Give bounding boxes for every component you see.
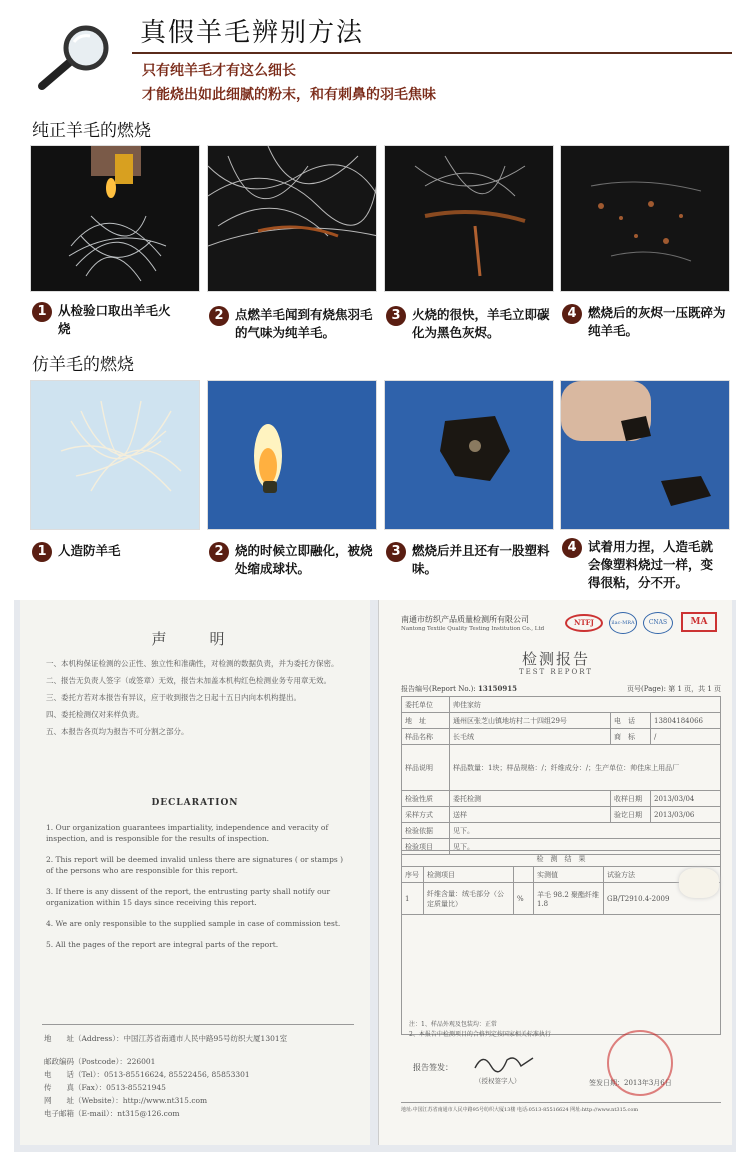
certification-logos [565, 612, 725, 636]
contact-row [44, 1068, 364, 1081]
column-header: 试验方法 [604, 867, 721, 883]
pure-photo-1 [30, 145, 200, 292]
field-value: 长毛绒 [450, 729, 611, 745]
field-value: 见下。 [450, 839, 721, 855]
table-cell: 羊毛 98.2 聚酯纤维 1.8 [534, 883, 604, 915]
declaration-item: 1. Our organization guarantees impartiality, independence and veracity of inspection, and is responsible for the results of inspection. [46, 823, 329, 843]
field-value: 2013/03/06 [651, 807, 721, 823]
contact-label: 地 址（Address）： [44, 1034, 124, 1043]
step-number-badge: 3 [386, 542, 406, 562]
field-label: 检验依据 [402, 823, 450, 839]
report-notes [409, 1020, 719, 1040]
table-row [402, 883, 721, 915]
report-number [401, 684, 517, 694]
fake-photo-4 [560, 380, 730, 530]
statement-item: 四、委托检测仅对来样负责。 [46, 710, 144, 719]
pure-photo-2 [207, 145, 377, 292]
header [0, 0, 750, 110]
statement-item: 五、本报告各页均为报告不可分割之部分。 [46, 727, 189, 736]
table-row [402, 745, 721, 791]
subtitle-2: 才能烧出如此细腻的粉末，和有刺鼻的羽毛焦味 [142, 87, 436, 103]
contact-block [44, 1032, 364, 1120]
step-number-badge: 1 [32, 542, 52, 562]
statement-page [20, 600, 370, 1145]
step-text: 烧的时候立即融化，被烧处缩成球状。 [235, 543, 373, 576]
contact-label: 传 真（Fax）： [44, 1083, 107, 1092]
step-number-badge: 1 [32, 302, 52, 322]
field-value: 委托检测 [450, 791, 611, 807]
statement-title: 声 明 [151, 630, 239, 648]
field-label: 样品说明 [402, 745, 450, 791]
field-label: 收样日期 [611, 791, 651, 807]
table-cell: GB/T2910.4-2009 [604, 883, 721, 915]
field-value: 样品数量：1块；样品规格：/；纤维成分：/；生产单位：帅佳床上用品厂 [450, 745, 721, 791]
table-row [402, 697, 721, 713]
declaration-list [46, 822, 352, 960]
contact-postcode: 226001 [126, 1057, 156, 1066]
contact-row [44, 1107, 364, 1120]
table-cell: 纤维含量：绒毛部分（公定质量比） [424, 883, 514, 915]
statement-item: 二、报告无负责人签字（或签章）无效，报告未加盖本机构红色检测业务专用章无效。 [46, 676, 331, 685]
issue-date: 签发日期：2013年3月6日 [589, 1079, 672, 1087]
statement-list [46, 658, 350, 743]
table-row [402, 807, 721, 823]
institute-name: 南通市纺织产品质量检测所有限公司 [401, 615, 529, 624]
issuer-label: 报告签发： [413, 1063, 453, 1072]
cnas-logo: CNAS [643, 612, 673, 634]
note-line: 2、本报告中检测项目的合格判定按国家相关标准执行 [409, 1031, 551, 1038]
table-row [402, 791, 721, 807]
field-label: 采样方式 [402, 807, 450, 823]
results-table [401, 850, 721, 1035]
magnifier-icon [36, 22, 120, 92]
fake-photo-2 [207, 380, 377, 530]
note-line: 注：1、样品外观及包装均：正常 [409, 1021, 497, 1028]
contact-website: http://www.nt315.com [122, 1096, 208, 1105]
declaration-item: 2. This report will be deemed invalid unless there are signatures ( or stamps ) of the persons who are responsible for this report. [46, 855, 344, 875]
cma-logo: MA [681, 612, 717, 632]
certificate-photo [14, 600, 736, 1152]
field-label: 检验性质 [402, 791, 450, 807]
column-header: 序号 [402, 867, 424, 883]
statement-item: 一、本机构保证检测的公正性、独立性和准确性，对检测的数据负责，并为委托方保密。 [46, 659, 339, 668]
page-number: 页号(Page): 第 1 页，共 1 页 [627, 685, 722, 693]
signature [471, 1050, 541, 1074]
step-text: 点燃羊毛闻到有烧焦羽毛的气味为纯羊毛。 [235, 307, 373, 340]
field-label: 商 标 [611, 729, 651, 745]
declaration-item: 3. If there is any dissent of the report, the entrusting party shall notify our organization within 15 days since receiving this report. [46, 887, 331, 907]
step-number-badge: 2 [209, 542, 229, 562]
field-label: 检验项目 [402, 839, 450, 855]
institute-name-en: Nantong Textile Quality Testing Institution Co., Ltd [401, 626, 545, 632]
field-label: 样品名称 [402, 729, 450, 745]
contact-email: nt315@126.com [117, 1109, 180, 1118]
table-cell: % [514, 883, 534, 915]
report-number-value: 13150915 [478, 684, 517, 693]
ilac-logo: ilac-MRA [609, 612, 637, 634]
step-text: 燃烧后并且还有一股塑料味。 [412, 543, 550, 576]
declaration-title: DECLARATION [151, 798, 239, 808]
step-text: 人造防羊毛 [58, 543, 121, 558]
pure-photo-3 [384, 145, 554, 292]
field-label: 委托单位 [402, 697, 450, 713]
page-title: 真假羊毛辨别方法 [140, 18, 365, 48]
fake-photo-1 [30, 380, 200, 530]
report-footer-divider [401, 1102, 721, 1103]
step-text: 火烧的很快，羊毛立即碳化为黑色灰烬。 [412, 307, 550, 340]
field-label: 地 址 [402, 713, 450, 729]
field-value: 帅佳家纺 [450, 697, 721, 713]
subtitle-1: 只有纯羊毛才有这么细长 [142, 63, 296, 79]
contact-row [44, 1055, 364, 1068]
column-header [514, 867, 534, 883]
red-official-seal [607, 1030, 673, 1096]
pure-photo-4 [560, 145, 730, 292]
report-info-table [401, 696, 721, 855]
fake-wool-section-title: 仿羊毛的燃烧 [32, 355, 134, 375]
contact-label: 电 话（Tel）： [44, 1070, 105, 1079]
table-row [402, 851, 721, 867]
fiber-sample [679, 868, 719, 898]
field-label: 验讫日期 [611, 807, 651, 823]
contact-address: 中国江苏省南通市人民中路95号纺织大厦1301室 [123, 1034, 288, 1043]
contact-divider [42, 1024, 354, 1025]
contact-row [44, 1094, 364, 1107]
table-row [402, 915, 721, 1035]
step-number-badge: 3 [386, 306, 406, 326]
contact-row [44, 1032, 364, 1045]
column-header: 检测项目 [424, 867, 514, 883]
table-row [402, 823, 721, 839]
field-value: 2013/03/04 [651, 791, 721, 807]
statement-item: 三、委托方若对本报告有异议，应于收到报告之日起十五日内向本机构提出。 [46, 693, 301, 702]
contact-label: 网 址（Website）： [44, 1096, 123, 1105]
table-row [402, 713, 721, 729]
field-value: / [651, 729, 721, 745]
step-text: 试着用力捏，人造毛就会像塑料烧过一样，变得很粘，分不开。 [588, 539, 714, 590]
declaration-item: 5. All the pages of the report are integral parts of the report. [46, 940, 279, 949]
results-title: 检 测 结 果 [402, 851, 721, 867]
step-text: 从检验口取出羊毛火烧 [58, 303, 171, 336]
contact-tel: 0513-85516624, 85522456, 85853301 [104, 1070, 250, 1079]
field-value: 见下。 [450, 823, 721, 839]
ntfj-logo: NTFJ [565, 614, 603, 632]
step-number-badge: 4 [562, 538, 582, 558]
report-title: 检测报告 [521, 650, 590, 668]
column-header: 实测值 [534, 867, 604, 883]
contact-label: 电子邮箱（E-mail）： [44, 1109, 118, 1118]
fake-photo-3 [384, 380, 554, 530]
field-label: 电 话 [611, 713, 651, 729]
test-report-page [378, 600, 732, 1145]
field-value: 通州区张芝山镇地坊村二十四组29号 [450, 713, 611, 729]
report-footer: 地址:中国江苏省南通市人民中路95号纺织大厦13楼 电话:0513-85516624 网址:http://www.nt315.com [401, 1107, 639, 1113]
step-text: 燃烧后的灰烬一压既碎为纯羊毛。 [588, 305, 726, 338]
field-value: 13804184066 [651, 713, 721, 729]
contact-row [44, 1081, 364, 1094]
table-header-row [402, 867, 721, 883]
declaration-item: 4. We are only responsible to the supplied sample in case of commission test. [46, 919, 341, 928]
table-row [402, 729, 721, 745]
issuer-sub-label: （授权签字人） [475, 1077, 521, 1085]
contact-label: 邮政编码（Postcode）： [44, 1057, 127, 1066]
field-value: 送样 [450, 807, 611, 823]
table-cell: 1 [402, 883, 424, 915]
step-number-badge: 4 [562, 304, 582, 324]
report-title-en: TEST REPORT [518, 668, 594, 676]
step-number-badge: 2 [209, 306, 229, 326]
pure-wool-section-title: 纯正羊毛的燃烧 [32, 121, 151, 141]
empty-area [402, 915, 721, 1035]
title-divider [132, 52, 732, 54]
contact-fax: 0513-85521945 [106, 1083, 166, 1092]
report-number-label: 报告编号(Report No.): [401, 685, 476, 693]
